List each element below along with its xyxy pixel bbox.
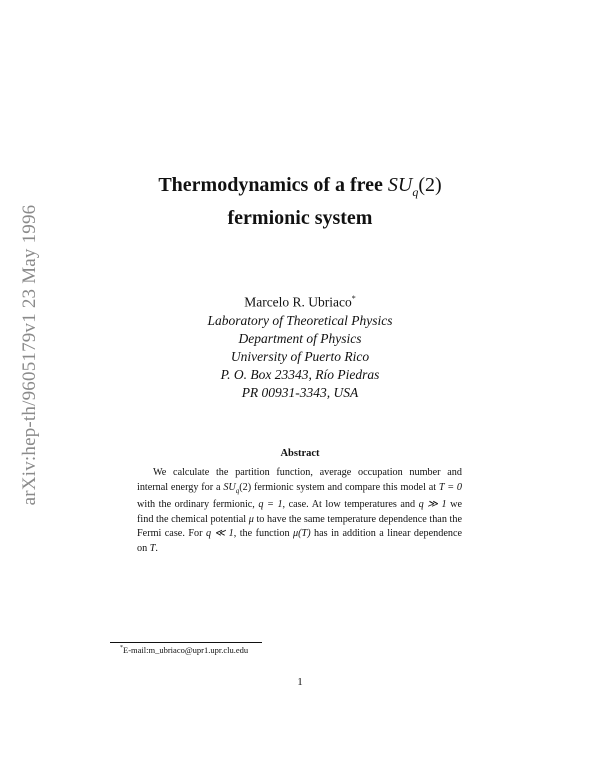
affiliation-line: University of Puerto Rico <box>230 348 370 364</box>
title-line-2: fermionic system <box>227 207 373 229</box>
abstract-heading: Abstract <box>280 448 320 459</box>
footnote-rule <box>110 642 262 643</box>
affiliation-line: PR 00931-3343, USA <box>241 384 359 400</box>
affiliation-line: Laboratory of Theoretical Physics <box>207 312 393 328</box>
author-name: Marcelo R. Ubriaco* <box>244 294 356 310</box>
title-math: $SU_q(2)$ <box>387 174 442 199</box>
title-text: Thermodynamics of a free <box>158 174 388 196</box>
abstract-body: We calculate the partition function, average occupation number and internal energy for a $SU_q(2)$ fermionic system and compare this model at T = 0 with the ordinary fermionic, q = 1, case. At low temperatures and q ≫ 1 we find the chemical potential μ to have the same temperature dependence than the Fermi case. For q ≪ 1, the function μ(T) has in addition a linear dependence on T. <box>137 467 462 554</box>
affiliation-line: Department of Physics <box>238 330 362 346</box>
paper-title <box>0 172 600 231</box>
title-line-1 <box>0 172 600 205</box>
author-block <box>0 290 600 402</box>
page-number: 1 <box>297 676 303 688</box>
affiliation-line: P. O. Box 23343, Río Piedras <box>220 366 380 382</box>
arxiv-identifier: arXiv:hep-th/9605179v1 23 May 1996 <box>19 204 40 506</box>
footnote-email: *E-mail:m_ubriaco@upr1.upr.clu.edu <box>120 645 249 655</box>
